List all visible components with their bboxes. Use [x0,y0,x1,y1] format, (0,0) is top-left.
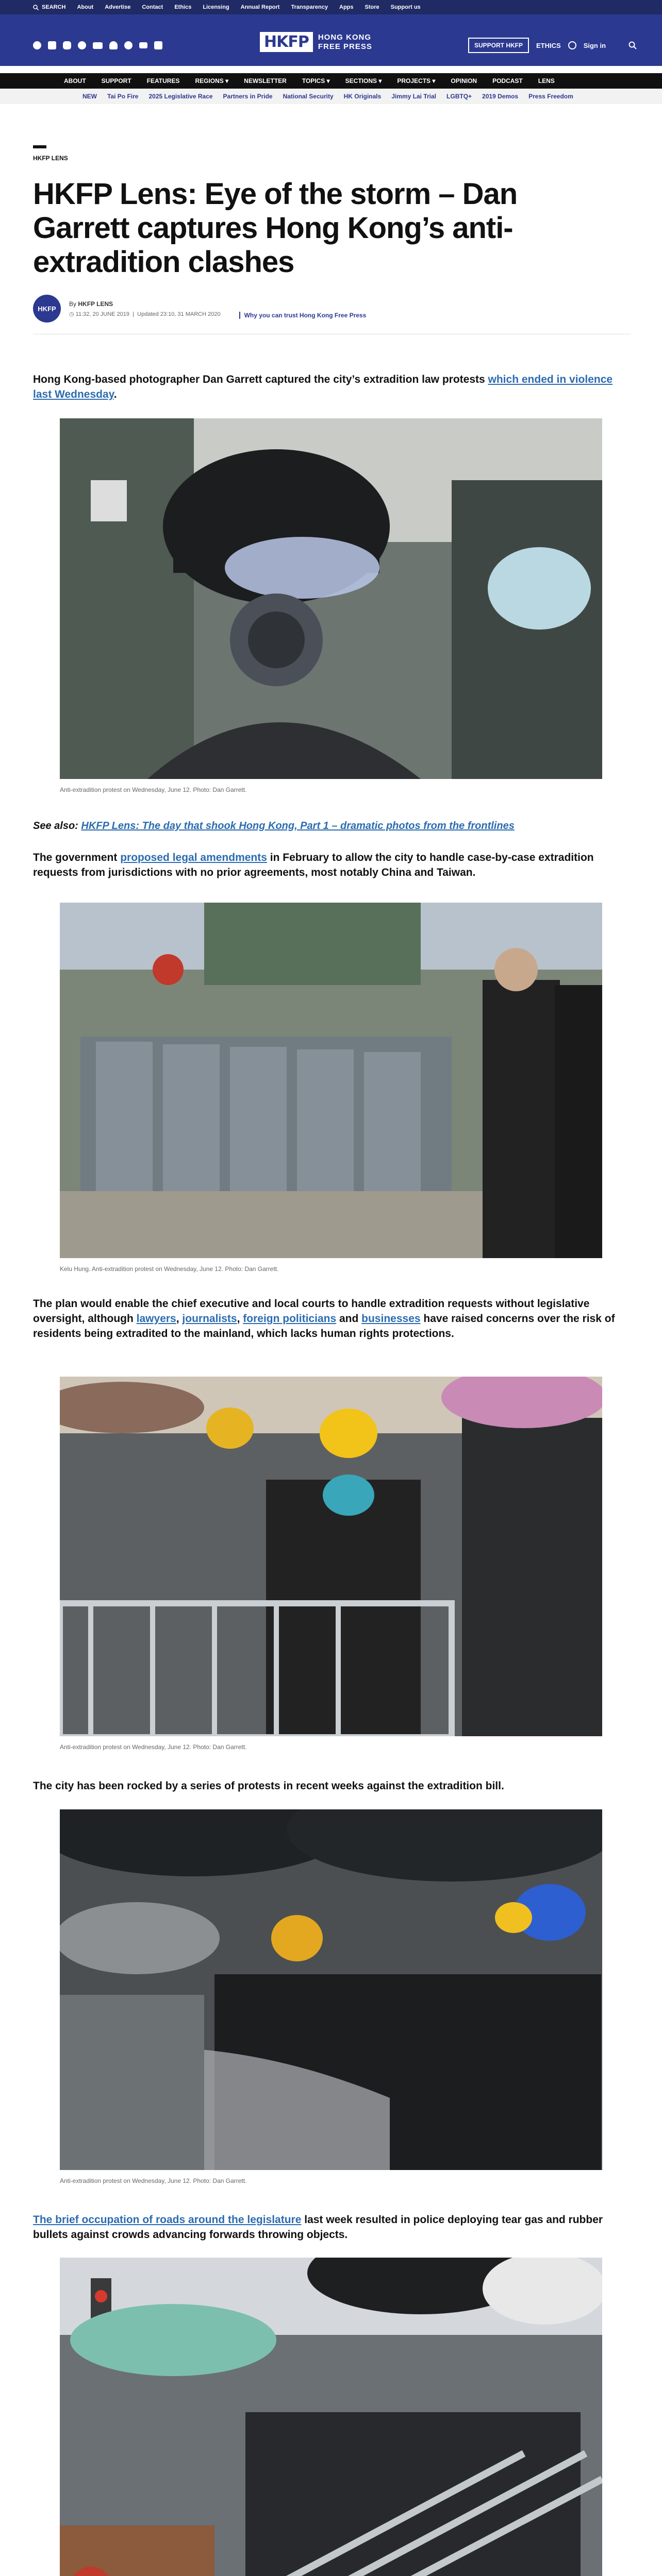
inline-link[interactable]: proposed legal amendments [120,852,267,863]
article-paragraph: The city has been rocked by a series of protests in recent weeks against the extradition bill. [33,1780,504,1792]
main-navigation [0,73,662,89]
site-logo[interactable] [260,32,372,52]
top-utility-bar [0,0,662,14]
trending-bar [0,89,662,104]
search-icon[interactable] [628,41,637,49]
nav-item-topics[interactable]: TOPICS ▾ [302,77,330,84]
user-icon[interactable] [568,41,576,49]
inline-link[interactable]: lawyers [136,1313,176,1325]
logo-wordmark [318,33,372,52]
site-header [0,14,662,66]
see-also-link[interactable]: HKFP Lens: The day that shook Hong Kong, Part 1 – dramatic photos from the frontlines [81,820,515,832]
threads-icon[interactable] [78,41,86,49]
search-button[interactable] [33,4,65,10]
topbar-link-annual-report[interactable]: Annual Report [240,4,280,10]
topbar-link-contact[interactable]: Contact [142,4,163,10]
photo-caption: Anti-extradition protest on Wednesday, June 12. Photo: Dan Garrett. [60,786,247,793]
nav-item-projects[interactable]: PROJECTS ▾ [397,77,436,84]
article-photo [60,903,602,1258]
trending-link[interactable]: LGBTQ+ [446,93,472,100]
protesters-barricade-photo [60,1377,602,1736]
photo-caption: Kelu Hung. Anti-extradition protest on Wednesday, June 12. Photo: Dan Garrett. [60,1265,279,1273]
publish-date: 11:32, 20 JUNE 2019 [75,311,130,317]
inline-link[interactable]: journalists [182,1313,237,1325]
updated-date: Updated 23:10, 31 MARCH 2020 [137,311,221,317]
support-hkfp-button[interactable]: SUPPORT HKFP [468,38,529,53]
rss-icon[interactable] [154,41,162,49]
author-avatar[interactable]: HKFP [33,295,61,323]
photo-caption: Anti-extradition protest on Wednesday, June 12. Photo: Dan Garrett. [60,1743,247,1751]
article-photo [60,2258,602,2576]
topbar-link-apps[interactable]: Apps [339,4,354,10]
inline-link[interactable]: The brief occupation of roads around the legislature [33,2214,302,2226]
article-photo [60,418,602,779]
search-label: SEARCH [42,4,66,10]
sign-in-link[interactable]: Sign in [583,41,606,49]
trust-link[interactable]: Why you can trust Hong Kong Free Press [239,312,367,319]
topbar-link-advertise[interactable]: Advertise [105,4,131,10]
bluesky-icon[interactable] [109,41,118,49]
nav-item-features[interactable]: FEATURES [146,77,180,84]
nav-item-newsletter[interactable]: NEWSLETTER [244,77,287,84]
topbar-link-ethics[interactable]: Ethics [174,4,192,10]
section-rule [33,145,46,148]
article-photo [60,1377,602,1736]
article-paragraph: Hong Kong-based photographer Dan Garrett captured the city’s extradition law protests which ended in violence last Wednesday. [33,374,613,400]
telegram-icon[interactable] [124,41,133,49]
inline-link[interactable]: businesses [361,1313,421,1325]
article-paragraph: The government proposed legal amendments in February to allow the city to handle case-by-case extradition requests from jurisdictions with no prior agreements, most notably China and Taiwan. [33,852,594,878]
topbar-link-support[interactable]: Support us [390,4,421,10]
trending-link[interactable]: Tai Po Fire [107,93,139,100]
section-kicker[interactable]: HKFP LENS [33,155,68,162]
social-icons [33,41,162,49]
trending-link[interactable]: 2025 Legislative Race [148,93,213,100]
topbar-link-transparency[interactable]: Transparency [291,4,328,10]
nav-item-about[interactable]: ABOUT [64,77,86,84]
header-actions [468,38,637,53]
instagram-icon[interactable] [63,41,71,49]
ethics-link[interactable]: ETHICS [536,41,561,49]
trending-link[interactable]: Partners in Pride [223,93,273,100]
clashes-road-photo [60,2258,602,2576]
nav-item-regions[interactable]: REGIONS ▾ [195,77,229,84]
trending-link[interactable]: Press Freedom [528,93,573,100]
umbrella-protesters-photo [60,1809,602,2170]
article-title: HKFP Lens: Eye of the storm – Dan Garrett captures Hong Kong’s anti-extradition clashes [33,177,518,279]
trending-link[interactable]: National Security [283,93,334,100]
trending-link[interactable]: Jimmy Lai Trial [391,93,437,100]
trending-link[interactable]: HK Originals [343,93,382,100]
byline-prefix: By [69,300,77,308]
logo-line-1: HONG KONG [318,32,372,42]
nav-item-opinion[interactable]: OPINION [451,77,477,84]
youtube-icon[interactable] [93,42,103,49]
police-shield-line-photo [60,903,602,1258]
byline-author[interactable]: HKFP LENS [78,300,113,308]
topbar-link-licensing[interactable]: Licensing [203,4,229,10]
nav-item-podcast[interactable]: PODCAST [492,77,523,84]
byline: HKFP By HKFP LENS ◷ 11:32, 20 JUNE 2019 | Updated 23:10, 31 MARCH 2020 Why you can trust Hong Kong Free Press [33,295,631,323]
inline-link[interactable]: foreign politicians [243,1313,337,1325]
topbar-link-about[interactable]: About [77,4,94,10]
search-icon [33,5,39,10]
logo-mark: HKFP [260,32,313,52]
article-paragraph: The brief occupation of roads around the legislature last week resulted in police deploying tear gas and rubber bullets against crowds advancing forwards throwing objects. [33,2214,603,2241]
nav-item-support[interactable]: SUPPORT [101,77,131,84]
facebook-icon[interactable] [33,41,41,49]
topbar-link-store[interactable]: Store [365,4,379,10]
article-photo [60,1809,602,2170]
x-icon[interactable] [48,41,56,49]
inline-link[interactable]: which ended in violence last Wednesday [33,374,613,400]
logo-line-2: FREE PRESS [318,42,372,51]
nav-item-sections[interactable]: SECTIONS ▾ [345,77,382,84]
email-icon[interactable] [139,42,147,48]
see-also: See also: HKFP Lens: The day that shook Hong Kong, Part 1 – dramatic photos from the frontlines [33,820,515,832]
clock-icon: ◷ [69,311,74,317]
nav-item-lens[interactable]: LENS [538,77,555,84]
trending-link[interactable]: 2019 Demos [482,93,519,100]
article-header [33,145,631,334]
new-label: NEW [82,93,97,100]
protester-gas-mask-photo [60,418,602,779]
article-paragraph: The plan would enable the chief executive and local courts to handle extradition requests without legislative oversight, although lawyers, journalists, foreign politicians and businesses have raised concerns over the risk of residents being extradited to the mainland, which lacks human rights protections. [33,1298,615,1340]
photo-caption: Anti-extradition protest on Wednesday, June 12. Photo: Dan Garrett. [60,2177,247,2184]
